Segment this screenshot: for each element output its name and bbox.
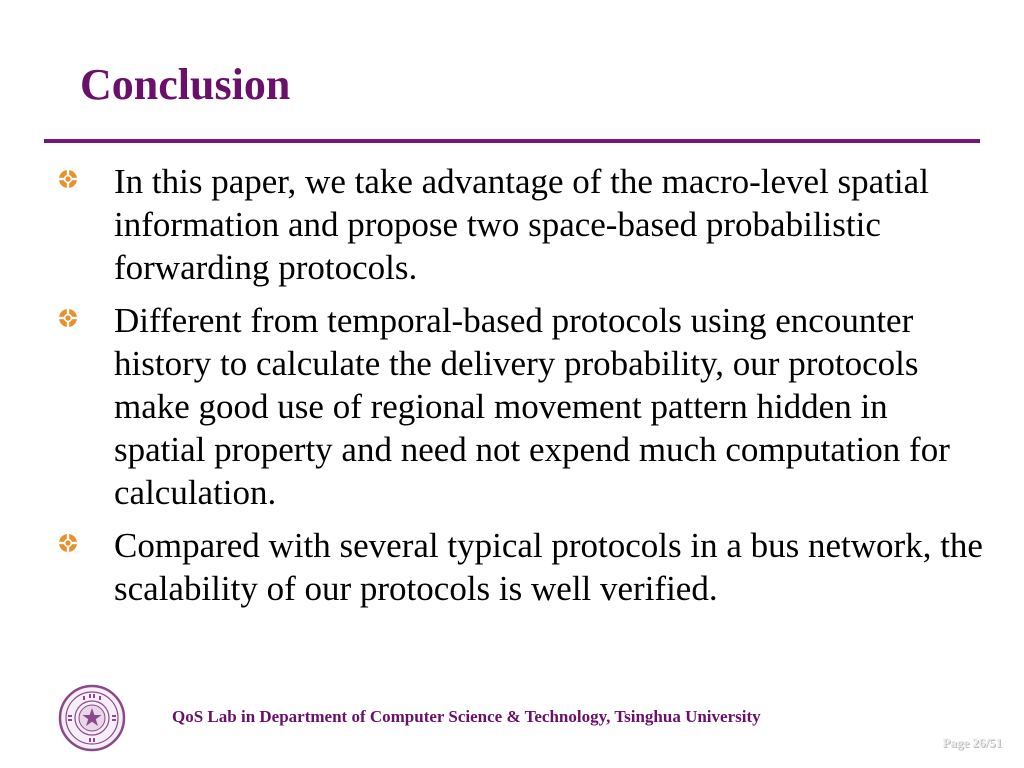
bullet-text: Compared with several typical protocols in a bus network, the scalability of our protocols is well verified. (114, 526, 983, 608)
slide-title: Conclusion (80, 60, 291, 109)
bullet-text: Different from temporal-based protocols using encounter history to calculate the delivery probability, our protocols make good use of regional movement pattern hidden in spatial property and need not expend much computation for calculation. (114, 301, 950, 512)
bullet-text: In this paper, we take advantage of the macro-level spatial information and propose two space-based probabilistic forwarding protocols. (114, 162, 929, 287)
title-divider (44, 139, 980, 143)
bullet-crosshair-icon (58, 533, 78, 553)
bullet-item (56, 524, 986, 610)
page-number: Page 26/51 (942, 735, 1002, 750)
bullet-list (56, 160, 986, 620)
bullet-item (56, 299, 986, 514)
bullet-crosshair-icon (58, 308, 78, 328)
bullet-crosshair-icon (58, 169, 78, 189)
footer-lab-name: QoS Lab in Department of Computer Science & Technology, Tsinghua University (172, 707, 761, 726)
bullet-item (56, 160, 986, 289)
tsinghua-seal-logo (58, 684, 126, 752)
